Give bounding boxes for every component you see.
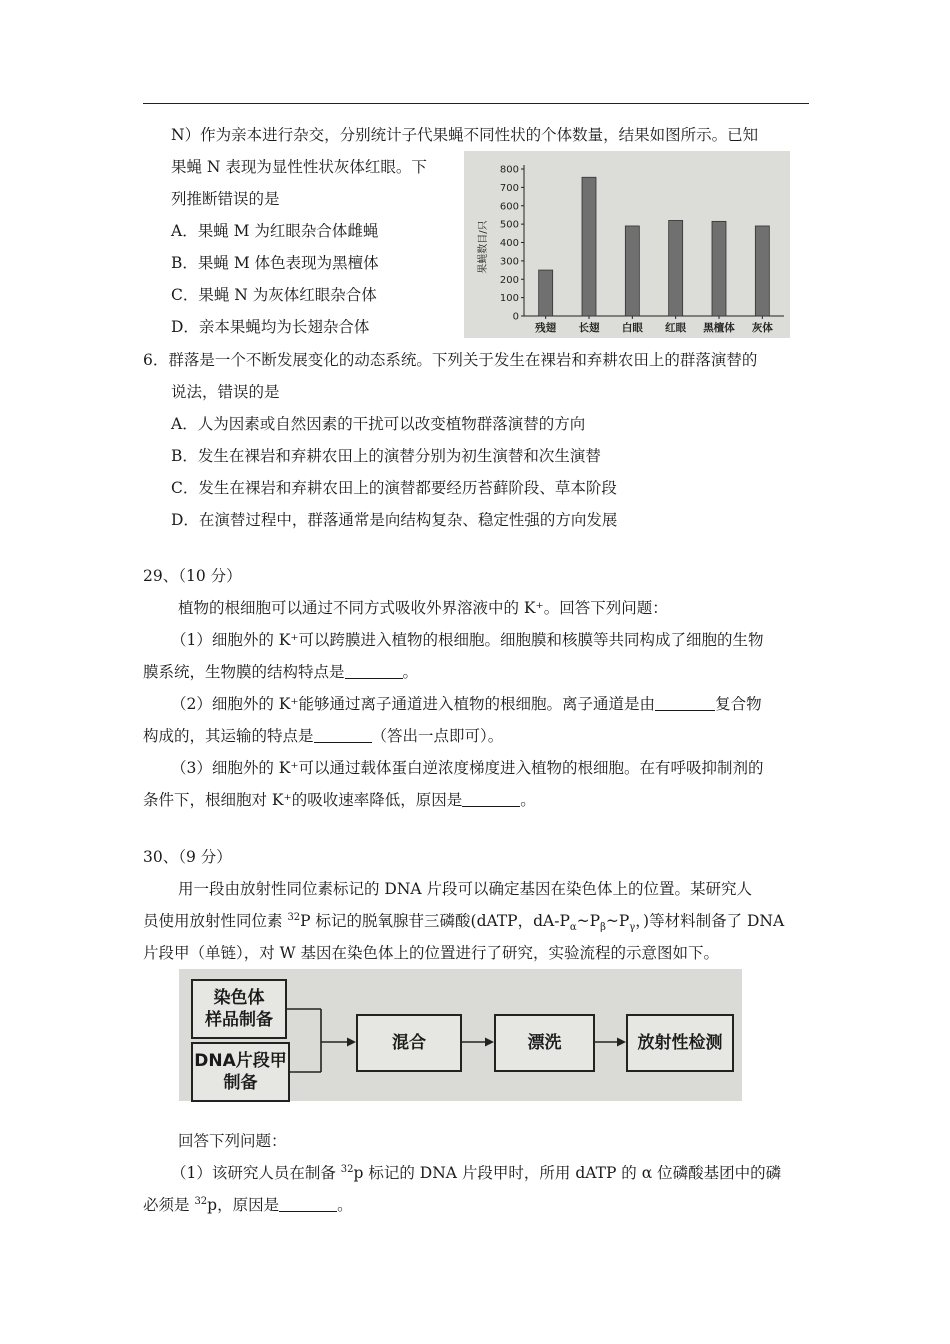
- sub-gamma: γ: [629, 922, 636, 934]
- flow-box-chromosome-prep: 染色体 样品制备: [191, 979, 287, 1039]
- bar-红眼: [669, 220, 683, 316]
- q30-line2-c: ，)等材料制备了 DNA: [635, 912, 785, 930]
- chart-svg: [464, 151, 790, 338]
- y-tick-label: 400: [499, 238, 519, 249]
- q6-option-c: C．发生在裸岩和弃耕农田上的演替都要经历苔藓阶段、草本阶段: [171, 479, 617, 497]
- q29-p1-line2: [143, 662, 418, 682]
- q29-p1-line1: （1）细胞外的 K⁺可以跨膜进入植物的根细胞。细胞膜和核膜等共同构成了细胞的生物: [171, 631, 764, 649]
- q6-option-a: A．人为因素或自然因素的干扰可以改变植物群落演替的方向: [171, 415, 586, 433]
- q6-stem-line1: 6．群落是一个不断发展变化的动态系统。下列关于发生在裸岩和弃耕农田上的群落演替的: [143, 351, 758, 369]
- q29-p2-line1-end: 复合物: [715, 695, 762, 713]
- x-tick-label: 黑檀体: [703, 322, 735, 334]
- q30-a1-sup: 32: [194, 1195, 208, 1207]
- q5-option-c: C．果蝇 N 为灰体红眼杂合体: [171, 286, 377, 304]
- answer-blank: [279, 1197, 337, 1212]
- period: 。: [520, 791, 536, 809]
- bar-黑檀体: [712, 221, 726, 316]
- q5-intro-line3: 列推断错误的是: [171, 190, 280, 208]
- chart-ylabel: 果蝇数目/只: [478, 220, 489, 274]
- arrow-head: [485, 1038, 494, 1047]
- q29-p2-line1: [171, 694, 762, 714]
- sub-beta: β: [600, 922, 606, 934]
- y-tick-label: 700: [499, 182, 519, 194]
- q29-p2-line2: [143, 726, 503, 746]
- q30-a1-line2: [143, 1195, 353, 1215]
- q30-line2-b: P 标记的脱氧腺苷三磷酸(dATP，dA-P: [300, 912, 570, 930]
- q5-option-b: B．果蝇 M 体色表现为黑檀体: [171, 254, 379, 272]
- q6-option-b: B．发生在裸岩和弃耕农田上的演替分别为初生演替和次生演替: [171, 447, 601, 465]
- bar-灰体: [755, 226, 769, 316]
- flow-box-radioactivity-detection: 放射性检测: [626, 1014, 734, 1072]
- answer-blank: [345, 664, 403, 679]
- q30-a1-sup: 32: [340, 1163, 354, 1175]
- q29-p2-line2-text: 构成的，其运输的特点是: [143, 727, 314, 745]
- bar-长翅: [582, 177, 596, 316]
- q29-header: 29、（10 分）: [143, 567, 242, 585]
- q29-p2-line1-text: （2）细胞外的 K⁺能够通过离子通道进入植物的根细胞。离子通道是由: [171, 695, 656, 713]
- period: 。: [337, 1196, 353, 1214]
- q29-p2-line2-end: （答出一点即可）。: [371, 727, 504, 745]
- x-tick-label: 红眼: [665, 322, 687, 334]
- q29-p1-line2-text: 膜系统，生物膜的结构特点是: [143, 663, 345, 681]
- experiment-flowchart: [179, 969, 742, 1101]
- q30-a1-line1-b: p 标记的 DNA 片段甲时，所用 dATP 的 α 位磷酸基团中的磷: [353, 1164, 782, 1182]
- q30-line3: 片段甲（单链），对 W 基因在染色体上的位置进行了研究，实验流程的示意图如下。: [143, 944, 720, 962]
- y-tick-label: 800: [499, 164, 519, 176]
- q29-intro: 植物的根细胞可以通过不同方式吸收外界溶液中的 K⁺。回答下列问题：: [178, 599, 668, 617]
- q30-a1-line1-a: （1）该研究人员在制备: [171, 1164, 341, 1182]
- x-tick-label: 长翅: [578, 322, 600, 334]
- header-rule: [143, 103, 809, 104]
- y-tick-label: 600: [499, 201, 519, 213]
- bar-残翅: [539, 270, 553, 316]
- q30-a1-line2-b: p，原因是: [207, 1196, 280, 1214]
- q30-answer-intro: 回答下列问题：: [178, 1132, 287, 1150]
- answer-blank: [462, 792, 520, 807]
- q30-line2: [143, 911, 785, 934]
- y-tick-label: 0: [512, 311, 519, 323]
- answer-blank: [655, 696, 715, 711]
- q29-p3-line2-text: 条件下，根细胞对 K⁺的吸收速率降低，原因是: [143, 791, 463, 809]
- tilde-p1: ~P: [576, 912, 601, 930]
- period: 。: [402, 663, 419, 681]
- tilde-p2: ~P: [605, 912, 630, 930]
- flow-box-mix: 混合: [356, 1014, 462, 1072]
- q29-p3-line2: [143, 790, 536, 810]
- x-tick-label: 白眼: [621, 322, 643, 334]
- y-tick-label: 200: [499, 274, 519, 286]
- x-tick-label: 残翅: [535, 322, 557, 334]
- y-tick-label: 100: [499, 293, 519, 305]
- arrow-head: [347, 1038, 356, 1047]
- bar-白眼: [625, 226, 639, 316]
- q5-intro-line2: 果蝇 N 表现为显性性状灰体红眼。下: [171, 158, 427, 176]
- q30-header: 30、（9 分）: [143, 848, 232, 866]
- q30-line2-a: 员使用放射性同位素: [143, 912, 288, 930]
- q5-intro-line1: N）作为亲本进行杂交，分别统计子代果蝇不同性状的个体数量，结果如图所示。已知: [171, 126, 759, 144]
- x-tick-label: 灰体: [751, 322, 773, 334]
- q29-p3-line1: （3）细胞外的 K⁺可以通过载体蛋白逆浓度梯度进入植物的根细胞。在有呼吸抑制剂的: [171, 759, 764, 777]
- answer-blank: [314, 728, 372, 743]
- q30-a1-line1: [171, 1163, 781, 1183]
- flow-box-wash: 漂洗: [494, 1014, 595, 1072]
- q30-line2-sup: 32: [287, 911, 301, 923]
- y-tick-label: 500: [499, 219, 519, 231]
- q6-stem-line2: 说法，错误的是: [171, 383, 280, 401]
- q5-option-d: D．亲本果蝇均为长翅杂合体: [171, 318, 370, 336]
- y-tick-label: 300: [499, 256, 519, 268]
- flow-box-dna-prep: DNA片段甲 制备: [191, 1042, 290, 1102]
- q6-option-d: D．在演替过程中，群落通常是向结构复杂、稳定性强的方向发展: [171, 511, 618, 529]
- fruit-fly-bar-chart: [464, 151, 790, 338]
- sub-alpha: α: [569, 922, 577, 934]
- q30-line1: 用一段由放射性同位素标记的 DNA 片段可以确定基因在染色体上的位置。某研究人: [178, 880, 753, 898]
- q5-option-a: A．果蝇 M 为红眼杂合体雌蝇: [171, 222, 379, 240]
- q30-a1-line2-a: 必须是: [143, 1196, 195, 1214]
- arrow-head: [617, 1038, 626, 1047]
